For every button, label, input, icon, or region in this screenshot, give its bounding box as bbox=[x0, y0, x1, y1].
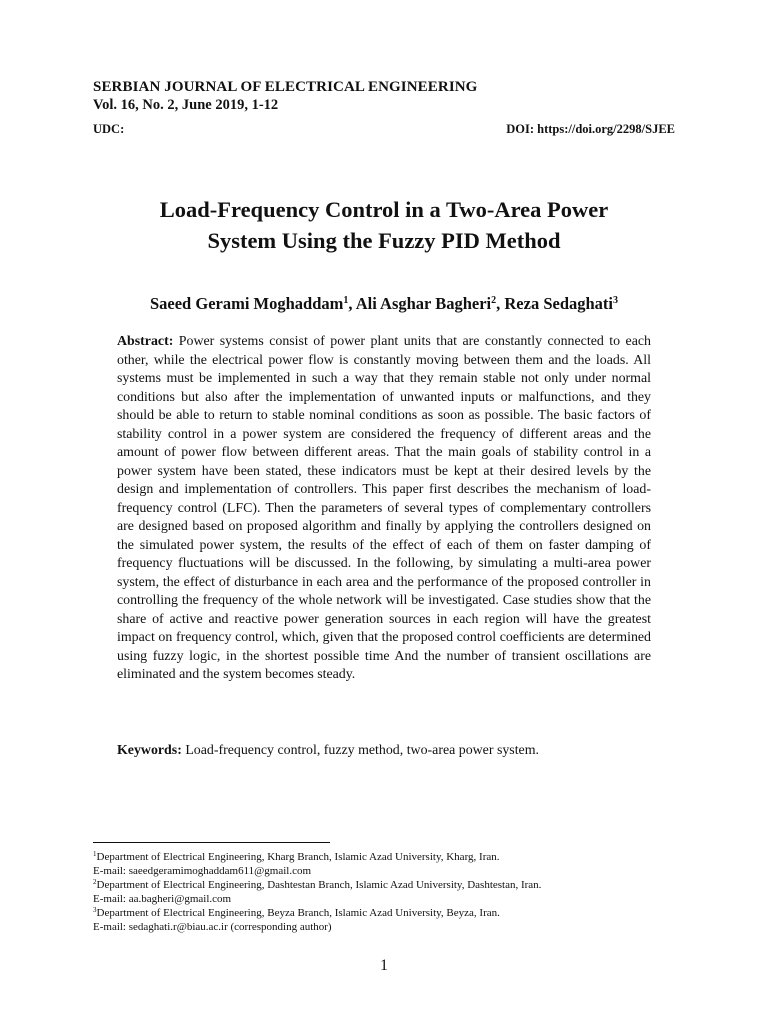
author-separator: , bbox=[348, 294, 356, 313]
footnote-3-mark: 3 bbox=[93, 905, 97, 914]
udc-label: UDC: bbox=[93, 122, 125, 136]
footnote-2-email[interactable]: E-mail: aa.bagheri@gmail.com bbox=[93, 892, 232, 905]
footnote-2-affiliation bbox=[93, 879, 693, 893]
abstract bbox=[117, 333, 651, 685]
title-line-2: System Using the Fuzzy PID Method bbox=[207, 228, 561, 253]
footnotes bbox=[93, 851, 693, 934]
keywords bbox=[117, 742, 651, 761]
footnote-1-mark: 1 bbox=[93, 850, 97, 858]
footnote-3-text: Department of Electrical Engineering, Beyza Branch, Islamic Azad University, Beyza, Iran. bbox=[96, 906, 500, 919]
keywords-text: Load-frequency control, fuzzy method, two-area power system. bbox=[185, 743, 540, 758]
footnote-2-mark: 2 bbox=[93, 877, 97, 886]
abstract-text: Power systems consist of power plant units that are constantly connected to each other, while the electrical power flow is constantly moving between them and the loads. All systems must be implemented in such a way that they remain stable not only under normal conditions but also after the implementation of unwanted inputs or malfunctions, and they should be able to return to stable nominal conditions as soon as possible. The basic factors of stability control in a power system are considered the frequency of different areas and the amount of power flow between different areas. That the main goals of stability control in a power system have been stated, these indicators must be kept at their desired levels by the design and implementation of controllers. This paper first describes the mechanism of load-frequency control (LFC). Then the parameters of several types of complementary controllers are designed based on proposed algorithm and finally by applying the controllers designed on the simulated power system, the results of the effect of each of them on faster damping of frequency fluctuations will be discussed. In the following, by simulating a multi-area power system, the effect of disturbance in each area and the performance of the proposed controller in controlling the frequency of the whole network will be investigated. Case studies show that the share of active and reactive power generation sources in each region will have the greatest impact on frequency control, which, given that the proposed control coefficients are determined using fuzzy logic, in the shortest possible time And the number of transient oscillations are eliminated and the system becomes steady. bbox=[117, 334, 651, 682]
footnote-divider bbox=[93, 842, 330, 843]
journal-name: SERBIAN JOURNAL OF ELECTRICAL ENGINEERING bbox=[93, 79, 478, 95]
author-3-name: Reza Sedaghati bbox=[504, 294, 614, 313]
doi-link[interactable]: DOI: https://doi.org/2298/SJEE bbox=[506, 122, 675, 136]
footnote-1-affiliation bbox=[93, 851, 693, 865]
author-separator: , bbox=[496, 294, 505, 313]
author-1-affiliation-mark: 1 bbox=[343, 295, 349, 306]
author-1-name: Saeed Gerami Moghaddam bbox=[149, 294, 344, 313]
author-3-affiliation-mark: 3 bbox=[613, 295, 619, 306]
author-list bbox=[93, 293, 675, 315]
title-line-1: Load-Frequency Control in a Two-Area Power bbox=[159, 197, 609, 222]
abstract-label: Abstract: bbox=[117, 334, 174, 349]
journal-volume: Vol. 16, No. 2, June 2019, 1-12 bbox=[93, 97, 279, 113]
author-2-name: Ali Asghar Bagheri bbox=[355, 294, 492, 313]
keywords-label: Keywords: bbox=[117, 743, 182, 758]
footnote-1-email[interactable]: E-mail: saeedgeramimoghaddam611@gmail.com bbox=[93, 864, 312, 877]
footnote-1-text: Department of Electrical Engineering, Kharg Branch, Islamic Azad University, Kharg, Iran. bbox=[96, 851, 500, 863]
footnote-3-affiliation bbox=[93, 907, 693, 921]
author-2-affiliation-mark: 2 bbox=[491, 295, 497, 306]
footnote-3-email[interactable]: E-mail: sedaghati.r@biau.ac.ir (corresponding author) bbox=[93, 920, 332, 933]
footnote-2-text: Department of Electrical Engineering, Dashtestan Branch, Islamic Azad University, Dashtestan, Iran. bbox=[96, 878, 542, 891]
page-number: 1 bbox=[380, 957, 388, 974]
paper-title bbox=[93, 194, 675, 256]
